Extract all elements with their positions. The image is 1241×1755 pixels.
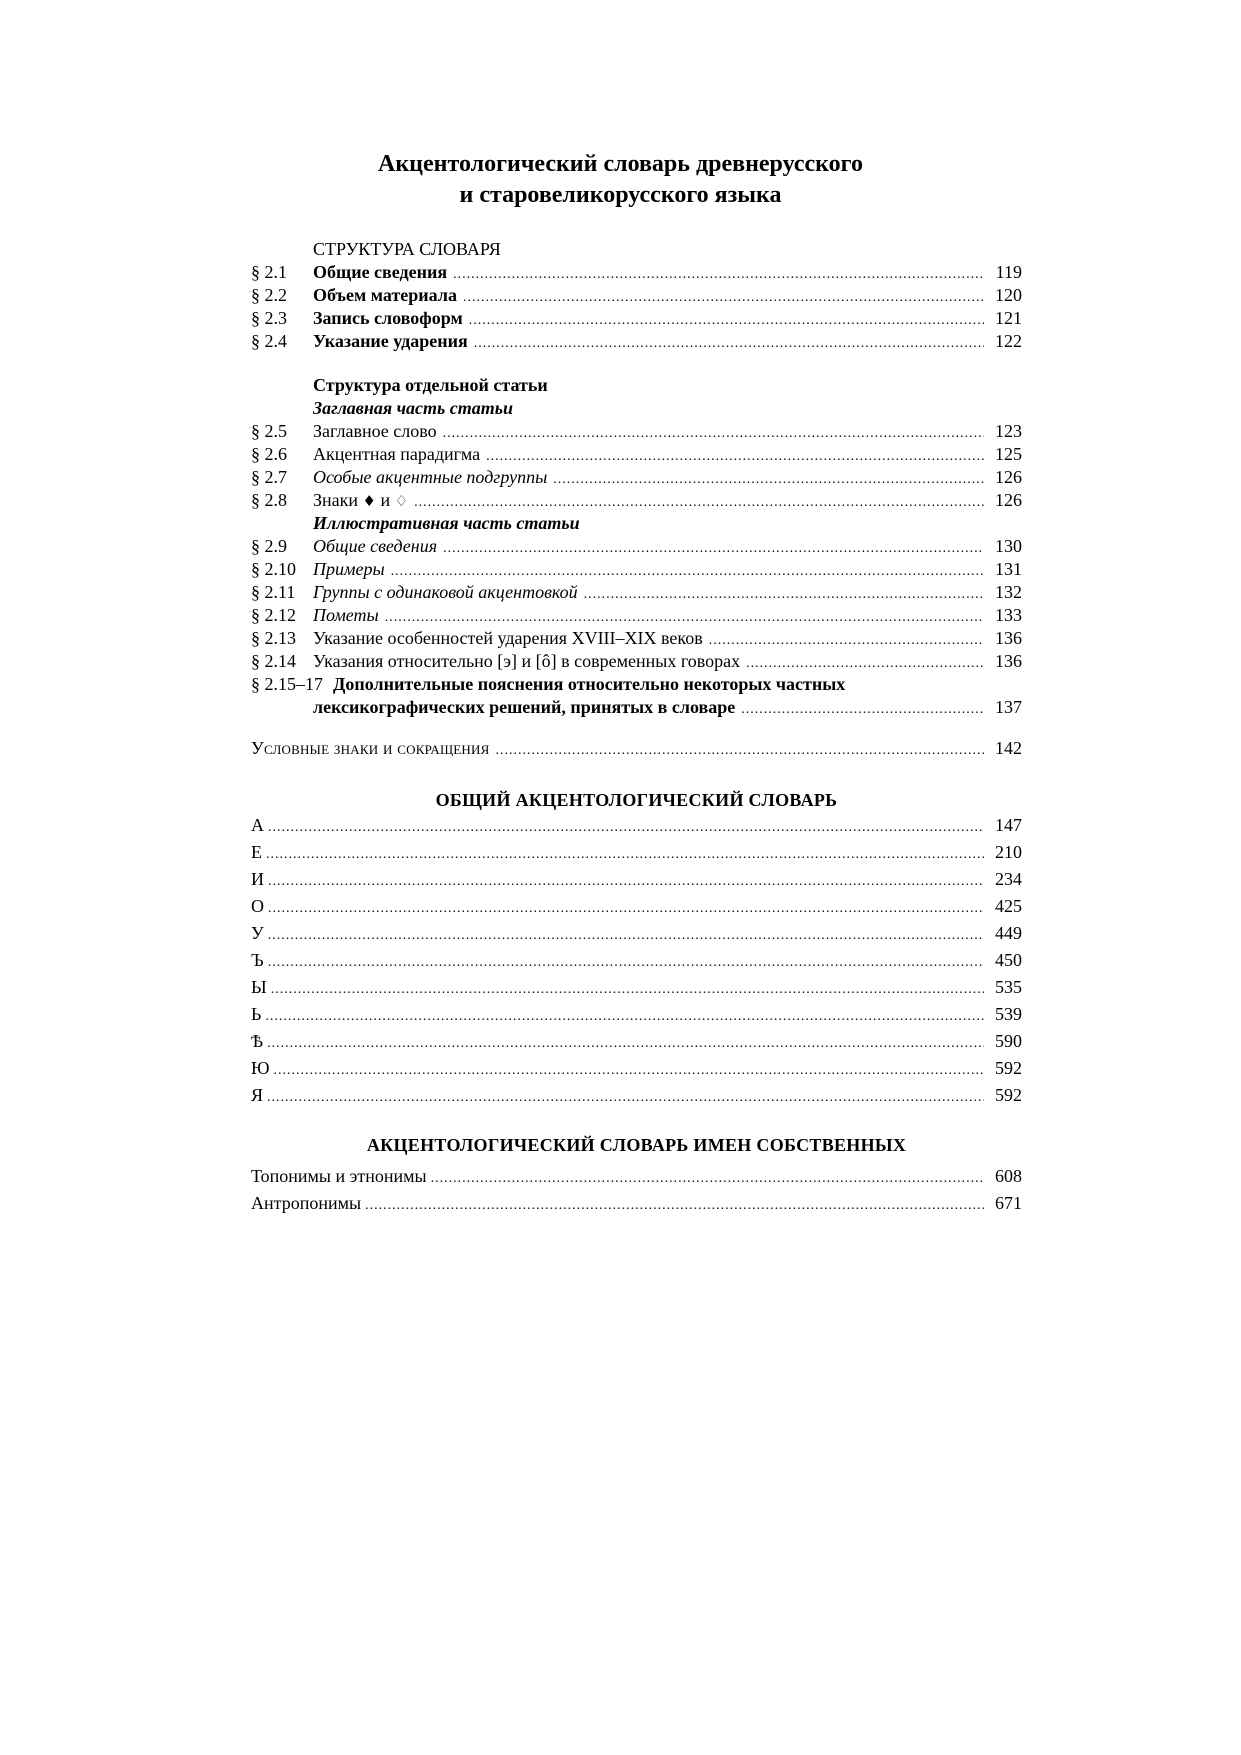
general-dictionary-heading: ОБЩИЙ АКЦЕНТОЛОГИЧЕСКИЙ СЛОВАРЬ <box>435 790 838 810</box>
signs-prefix: Знаки <box>313 490 359 510</box>
leader-dots <box>268 814 984 841</box>
page-number: 142 <box>995 738 1022 758</box>
letter-entry[interactable] <box>251 1055 1022 1082</box>
letter-entry[interactable] <box>251 1082 1022 1109</box>
leader-dots <box>741 698 984 721</box>
entry-label: Указание особенностей ударения XVIII–XIX веков <box>313 628 703 648</box>
page-number: 130 <box>995 536 1022 556</box>
toc-entry[interactable] <box>251 489 1022 512</box>
toc-entry-abbreviations[interactable] <box>251 737 1022 760</box>
leader-dots <box>746 652 984 675</box>
letter-entry[interactable] <box>251 1028 1022 1055</box>
page-number: 671 <box>995 1193 1022 1213</box>
leader-dots <box>463 286 984 309</box>
letter-label: Ъ <box>251 950 264 970</box>
toc-entry-extra-line-2[interactable] <box>251 696 1022 719</box>
leader-dots <box>267 1084 984 1111</box>
letter-label: И <box>251 869 264 889</box>
toc-entry[interactable] <box>251 581 1022 604</box>
letter-entry[interactable] <box>251 1001 1022 1028</box>
leader-dots <box>709 629 984 652</box>
page-number: 123 <box>995 421 1022 441</box>
toc-entry[interactable] <box>251 650 1022 673</box>
entry-label: Дополнительные пояснения относительно некоторых частных <box>333 674 846 694</box>
entry-label: Особые акцентные подгруппы <box>313 467 548 487</box>
page-number: 608 <box>995 1166 1022 1186</box>
entry-label: Условные знаки и сокращения <box>251 738 490 758</box>
subheading-illustrative-part: Иллюстративная часть статьи <box>313 513 580 533</box>
page-number: 136 <box>995 628 1022 648</box>
entry-label: Пометы <box>313 605 379 625</box>
toc-entry[interactable] <box>251 1163 1022 1190</box>
section-number: § 2.1 <box>251 262 287 282</box>
letter-label: А <box>251 815 264 835</box>
subheading-row <box>251 397 1022 420</box>
entry-label: Объем материала <box>313 285 457 305</box>
letter-label: Е <box>251 842 262 862</box>
section-number: § 2.15–17 <box>251 674 323 694</box>
leader-dots <box>486 445 984 468</box>
page-number: 535 <box>995 977 1022 997</box>
page-number: 592 <box>995 1058 1022 1078</box>
entry-label-continued: лексикографических решений, принятых в словаре <box>313 697 736 717</box>
letter-entry[interactable] <box>251 812 1022 839</box>
entry-label: Примеры <box>313 559 385 579</box>
entry-label: Заглавное слово <box>313 421 437 441</box>
leader-dots <box>274 1057 984 1084</box>
letter-entry[interactable] <box>251 866 1022 893</box>
page-number: 450 <box>995 950 1022 970</box>
leader-dots <box>391 560 984 583</box>
toc-entry-extra-line-1[interactable] <box>251 673 1022 696</box>
entry-label: Топонимы и этнонимы <box>251 1166 427 1186</box>
signs-and: и <box>380 490 391 510</box>
entry-label: Общие сведения <box>313 536 438 556</box>
toc-entry[interactable] <box>251 1190 1022 1217</box>
subheading-row <box>251 512 1022 535</box>
leader-dots <box>469 309 984 332</box>
entry-label: Указание ударения <box>313 331 468 351</box>
toc-entry[interactable] <box>251 604 1022 627</box>
section-number: § 2.5 <box>251 421 287 441</box>
section-number: § 2.9 <box>251 536 287 556</box>
page-number: 136 <box>995 651 1022 671</box>
book-title <box>0 149 1241 211</box>
section-number: § 2.10 <box>251 559 296 579</box>
page-number: 137 <box>995 697 1022 717</box>
leader-dots <box>267 1030 984 1057</box>
letter-entry[interactable] <box>251 893 1022 920</box>
toc-entry[interactable] <box>251 307 1022 330</box>
page-number: 126 <box>995 467 1022 487</box>
article-heading-row <box>251 374 1022 397</box>
leader-dots <box>365 1192 984 1219</box>
leader-dots <box>584 583 984 606</box>
letter-label: Ы <box>251 977 267 997</box>
leader-dots <box>474 332 984 355</box>
toc-entry[interactable] <box>251 284 1022 307</box>
page-number: 425 <box>995 896 1022 916</box>
letter-label: О <box>251 896 264 916</box>
entry-label: Акцентная парадигма <box>313 444 481 464</box>
page-number: 449 <box>995 923 1022 943</box>
page-number: 234 <box>995 869 1022 889</box>
toc-entry[interactable] <box>251 443 1022 466</box>
leader-dots <box>268 949 984 976</box>
page-number: 132 <box>995 582 1022 602</box>
section-number: § 2.4 <box>251 331 287 351</box>
page-number: 125 <box>995 444 1022 464</box>
structure-heading: СТРУКТУРА СЛОВАРЯ <box>313 239 501 259</box>
section-number: § 2.7 <box>251 467 287 487</box>
section-number: § 2.11 <box>251 582 296 602</box>
subheading-title-part: Заглавная часть статьи <box>313 398 514 418</box>
leader-dots <box>495 739 984 762</box>
leader-dots <box>265 1003 984 1030</box>
section-number: § 2.6 <box>251 444 287 464</box>
letter-label: Ь <box>251 1004 262 1024</box>
page-number: 122 <box>995 331 1022 351</box>
entry-label: Группы с одинаковой акцентовкой <box>313 582 578 602</box>
toc-entry[interactable] <box>251 627 1022 650</box>
page-number: 119 <box>995 262 1022 282</box>
book-title-line-1: Акцентологический словарь древнерусского <box>378 151 863 177</box>
page-number: 592 <box>995 1085 1022 1105</box>
entry-label: Указания относительно [э] и [ô] в современных говорах <box>313 651 741 671</box>
letter-entry[interactable] <box>251 839 1022 866</box>
page-number: 121 <box>995 308 1022 328</box>
table-of-contents <box>251 238 1022 1217</box>
page-number: 131 <box>995 559 1022 579</box>
article-heading: Структура отдельной статьи <box>313 375 548 395</box>
leader-dots <box>453 263 984 286</box>
hollow-diamond-icon: ♢ <box>394 492 409 510</box>
toc-entry[interactable] <box>251 466 1022 489</box>
letter-label: Ю <box>251 1058 270 1078</box>
toc-entry[interactable] <box>251 330 1022 353</box>
section-number: § 2.13 <box>251 628 296 648</box>
letter-label: У <box>251 923 264 943</box>
page-number: 126 <box>995 490 1022 510</box>
section-number: § 2.12 <box>251 605 296 625</box>
letter-label: Я <box>251 1085 264 1105</box>
leader-dots <box>443 422 984 445</box>
leader-dots <box>268 895 984 922</box>
page-number: 120 <box>995 285 1022 305</box>
leader-dots <box>443 537 984 560</box>
section-number: § 2.3 <box>251 308 287 328</box>
page-number: 133 <box>995 605 1022 625</box>
section-number: § 2.14 <box>251 651 296 671</box>
page-number: 539 <box>995 1004 1022 1024</box>
entry-label <box>313 489 414 513</box>
leader-dots <box>268 922 984 949</box>
entry-label: Общие сведения <box>313 262 448 282</box>
letter-entry[interactable] <box>251 947 1022 974</box>
toc-entry[interactable] <box>251 558 1022 581</box>
leader-dots <box>266 841 984 868</box>
section-number: § 2.2 <box>251 285 287 305</box>
book-title-line-2: и старовеликорусского языка <box>459 182 782 208</box>
leader-dots <box>268 868 984 895</box>
letter-entry[interactable] <box>251 920 1022 947</box>
structure-heading-row <box>251 238 1022 261</box>
leader-dots <box>414 491 984 514</box>
entry-label: Запись словоформ <box>313 308 463 328</box>
leader-dots <box>385 606 984 629</box>
toc-entry[interactable] <box>251 535 1022 558</box>
page-number: 147 <box>995 815 1022 835</box>
toc-entry[interactable] <box>251 261 1022 284</box>
leader-dots <box>271 976 984 1003</box>
letter-entry[interactable] <box>251 974 1022 1001</box>
entry-label: Антропонимы <box>251 1193 362 1213</box>
filled-diamond-icon: ♦ <box>362 492 376 510</box>
toc-entry[interactable] <box>251 420 1022 443</box>
page-number: 590 <box>995 1031 1022 1051</box>
letter-label: Ѣ <box>251 1031 264 1051</box>
proper-names-heading: АКЦЕНТОЛОГИЧЕСКИЙ СЛОВАРЬ ИМЕН СОБСТВЕННЫХ <box>366 1135 907 1155</box>
page-number: 210 <box>995 842 1022 862</box>
leader-dots <box>553 468 984 491</box>
leader-dots <box>431 1165 984 1192</box>
section-number: § 2.8 <box>251 490 287 510</box>
